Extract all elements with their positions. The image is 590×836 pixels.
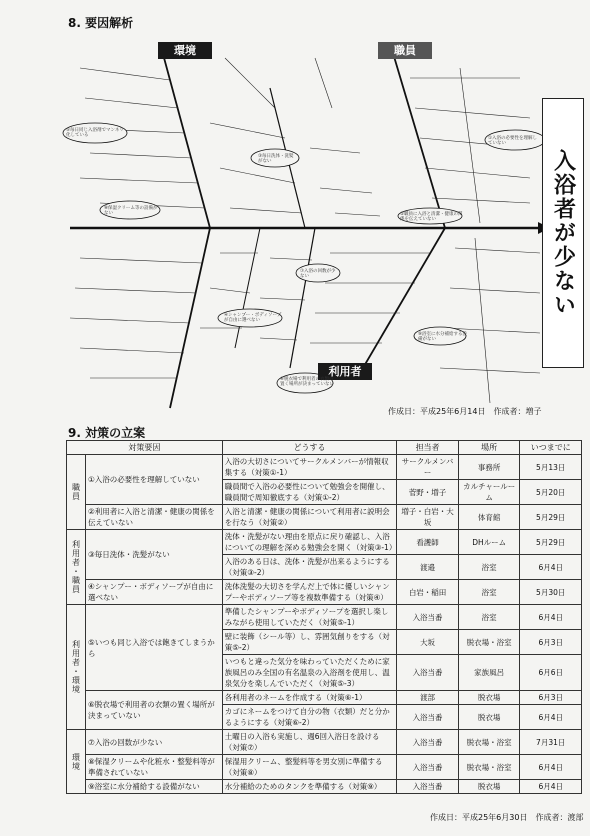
place-cell: 脱衣場: [458, 691, 520, 705]
who-cell: 大坂: [397, 630, 459, 655]
key-factor-5: ⑤毎日同じ入浴剤でマンネリ化している: [66, 128, 124, 138]
who-cell: 入浴当番: [397, 605, 459, 630]
place-cell: 脱衣場・浴室: [458, 630, 520, 655]
fishbone-credit: 作成日：平成25年6月14日 作成者：増子: [388, 407, 542, 416]
header-place: 場所: [458, 441, 520, 455]
category-user: 利用者: [318, 363, 372, 380]
who-cell: 渡部: [397, 691, 459, 705]
factor-cell: ⑨浴室に水分補給する設備がない: [85, 780, 222, 794]
factor-cell: ③毎日洗体・洗髪がない: [85, 530, 222, 580]
who-cell: 入浴当番: [397, 755, 459, 780]
key-factor-9: ⑨浴室に水分補給する設備がない: [418, 332, 468, 342]
when-cell: 7月31日: [520, 730, 582, 755]
who-cell: 入浴当番: [397, 655, 459, 691]
key-factor-4: ④シャンプー・ボディソープが自由に選べない: [224, 313, 282, 323]
who-cell: 看護師: [397, 530, 459, 555]
table-row: [67, 730, 582, 755]
action-cell: 入浴のある日は、洗体・洗髪が出来るようにする（対策③-2）: [222, 555, 397, 580]
action-cell: 壁に装飾（シール等）し、雰囲気創りをする（対策⑤-2）: [222, 630, 397, 655]
table-credit: 作成日：平成25年6月30日 作成者：渡部: [430, 813, 584, 822]
place-cell: 脱衣場・浴室: [458, 755, 520, 780]
action-cell: いつもと違った気分を味わっていただくために家族風呂のみ全国の有名温泉の入浴剤を使用し、温泉気分を楽しんでいただく（対策⑤-3）: [222, 655, 397, 691]
action-cell: 水分補給のためのタンクを準備する（対策⑨）: [222, 780, 397, 794]
key-factor-2: ②職員に入浴と清潔・健康の関係を伝えていない: [400, 212, 463, 222]
when-cell: 6月3日: [520, 630, 582, 655]
action-cell: 職員間で入浴の必要性について勉強会を開催し、職員間で周知徹底する（対策①-2）: [222, 480, 397, 505]
when-cell: 6月3日: [520, 691, 582, 705]
table-row: [67, 755, 582, 780]
place-cell: 浴室: [458, 555, 520, 580]
header-when: いつまでに: [520, 441, 582, 455]
action-cell: カゴにネームをつけて自分の物（衣類）だと分かるようにする（対策⑥-2）: [222, 705, 397, 730]
category-staff: 職員: [378, 42, 432, 59]
table-row: [67, 691, 582, 705]
when-cell: 5月13日: [520, 455, 582, 480]
table-row: [67, 780, 582, 794]
factor-cell: ⑦入浴の回数が少ない: [85, 730, 222, 755]
who-cell: 白岩・稲田: [397, 580, 459, 605]
header-who: 担当者: [397, 441, 459, 455]
factor-cell: ④シャンプー・ボディソープが自由に選べない: [85, 580, 222, 605]
when-cell: 6月4日: [520, 705, 582, 730]
section8-title: 8. 要因解析: [68, 16, 134, 30]
when-cell: 5月29日: [520, 505, 582, 530]
who-cell: 渡邉: [397, 555, 459, 580]
key-factor-6: ⑥脱衣場で利用者の衣類の置く場所が決まっていない: [280, 377, 334, 387]
action-cell: 各利用者のネームを作成する（対策⑥-1）: [222, 691, 397, 705]
who-cell: サークルメンバー: [397, 455, 459, 480]
group-label: 環境: [67, 730, 86, 794]
action-cell: 土曜日の入浴も実施し、週6回入浴日を設ける（対策⑦）: [222, 730, 397, 755]
factor-cell: ⑥脱衣場で利用者の衣類の置く場所が決まっていない: [85, 691, 222, 730]
when-cell: 5月20日: [520, 480, 582, 505]
group-label: 利用者・職員: [67, 530, 86, 605]
when-cell: 6月4日: [520, 605, 582, 630]
when-cell: 5月29日: [520, 530, 582, 555]
group-label: 職員: [67, 455, 86, 530]
who-cell: 入浴当番: [397, 730, 459, 755]
action-cell: 保湿用クリーム、整髪料等を男女別に準備する（対策⑧）: [222, 755, 397, 780]
group-label: 利用者・環境: [67, 605, 86, 730]
who-cell: 増子・白岩・大坂: [397, 505, 459, 530]
factor-cell: ②利用者に入浴と清潔・健康の関係を伝えていない: [85, 505, 222, 530]
who-cell: 入浴当番: [397, 705, 459, 730]
header-action: どうする: [222, 441, 397, 455]
place-cell: 浴室: [458, 580, 520, 605]
place-cell: 脱衣場: [458, 780, 520, 794]
who-cell: 菅野・増子: [397, 480, 459, 505]
key-factor-3: ③毎日洗体・洗髪がない: [258, 154, 294, 164]
action-cell: 準備したシャンプーやボディソープを選択し楽しみながら使用していただく（対策⑤-1）: [222, 605, 397, 630]
factor-cell: ⑧保湿クリームや化粧水・整髪料等が準備されていない: [85, 755, 222, 780]
action-cell: 入浴と清潔・健康の関係について利用者に説明会を行なう（対策②）: [222, 505, 397, 530]
action-cell: 入浴の大切さについてサークルメンバーが情報収集する（対策①-1）: [222, 455, 397, 480]
place-cell: 脱衣場・浴室: [458, 730, 520, 755]
table-row: [67, 605, 582, 630]
place-cell: 脱衣場: [458, 705, 520, 730]
place-cell: 家族風呂: [458, 655, 520, 691]
key-factor-1: ①入浴の必要性を理解していない: [488, 136, 538, 146]
when-cell: 6月4日: [520, 755, 582, 780]
countermeasure-table: [66, 440, 582, 794]
place-cell: DHルーム: [458, 530, 520, 555]
who-cell: 入浴当番: [397, 780, 459, 794]
when-cell: 6月4日: [520, 555, 582, 580]
fishbone-diagram: [60, 28, 585, 418]
factor-cell: ⑤いつも同じ入浴では飽きてしまうから: [85, 605, 222, 691]
table-row: [67, 455, 582, 480]
factor-cell: ①入浴の必要性を理解していない: [85, 455, 222, 505]
action-cell: 洗体・洗髪がない理由を原点に戻り確認し、入浴についての理解を深める勉強会を開く（対策③-1）: [222, 530, 397, 555]
when-cell: 6月4日: [520, 780, 582, 794]
category-environment: 環境: [158, 42, 212, 59]
when-cell: 5月30日: [520, 580, 582, 605]
place-cell: 事務所: [458, 455, 520, 480]
table-row: [67, 530, 582, 555]
place-cell: 体育館: [458, 505, 520, 530]
when-cell: 6月6日: [520, 655, 582, 691]
place-cell: 浴室: [458, 605, 520, 630]
effect-box: 入浴者が少ない: [542, 98, 584, 368]
key-factor-7: ⑦入浴の回数が少ない: [300, 269, 336, 279]
action-cell: 洗体洗髪の大切さを学んだ上で体に優しいシャンプーやボディソープ等を複数準備する（対策④）: [222, 580, 397, 605]
table-header-row: [67, 441, 582, 455]
header-factor: 対策要因: [67, 441, 223, 455]
key-factor-8: ⑧保湿クリーム等の設備がない: [104, 206, 158, 216]
section9-title: 9. 対策の立案: [68, 426, 146, 440]
table-row: [67, 580, 582, 605]
place-cell: カルチャールーム: [458, 480, 520, 505]
table-row: [67, 505, 582, 530]
